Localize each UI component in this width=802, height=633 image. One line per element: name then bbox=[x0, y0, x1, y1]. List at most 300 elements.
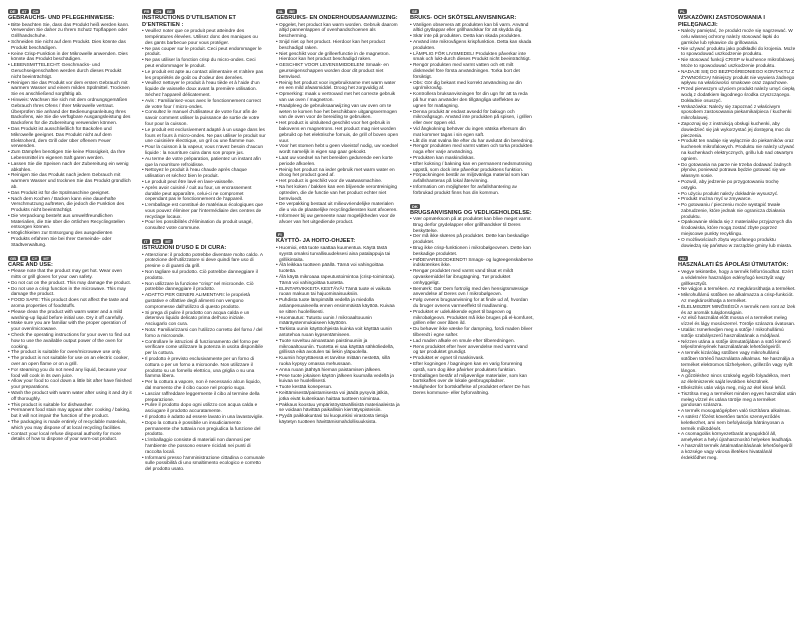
instruction-item bbox=[678, 70, 796, 87]
country-code-badge: FI bbox=[278, 232, 282, 238]
instruction-item bbox=[8, 379, 132, 391]
instruction-text: The product is not suitable for use on an electric cooker, over an open flame or on a grill. bbox=[11, 356, 129, 368]
instruction-text: Förpackningen består av miljövänliga material som kan avfallshanteras på lokal återvinning. bbox=[413, 173, 529, 185]
instruction-text: Het product is geschikt voor de vaatwasmachine. bbox=[279, 179, 383, 185]
instruction-item bbox=[142, 438, 266, 455]
country-codes bbox=[8, 9, 132, 14]
instruction-text: Należy pamiętać, że produkt może się nagrzewać. W celu własnej ochrony należy stosować łapki do garnków lub rękawice do grillowania. bbox=[681, 29, 793, 46]
instruction-text: Vegye tekintetbe, hogy a termék felforrósodhat. Ezért a védelmére használjon edényfogó kesztyűt vagy grillkesztyűt. bbox=[681, 270, 793, 287]
instruction-item bbox=[410, 246, 534, 258]
instruction-item bbox=[276, 156, 400, 168]
instruction-text: Opmerking: maak u vertrouwd met het correcte gebruik van uw oven / magnetron. bbox=[279, 92, 396, 103]
instruction-text: Emballagen består af miljøvenlige materialer, som kan bortskaffes over de lokale genbrugspladser. bbox=[413, 373, 528, 385]
instruction-text: Efter kogningen / bagningen kan en varig forurening opstå, som dog ikke påvirker produktets funktion. bbox=[413, 362, 523, 373]
instruction-item bbox=[678, 415, 796, 432]
instruction-text: Please note that the product may get hot. Wear oven mitts or grill gloves for your own safety. bbox=[11, 269, 123, 281]
instruction-item bbox=[678, 58, 796, 70]
section-title: WSKAZÓWKI ZASTOSOWANIA I PIELĘGNACJI: bbox=[678, 15, 765, 28]
instruction-item bbox=[142, 168, 266, 180]
instruction-item bbox=[276, 316, 400, 328]
instruction-text: Informeer bij uw gemeente naar mogelijkheden voor de afvoer van het uitgediende product. bbox=[279, 213, 396, 225]
instruction-item bbox=[142, 293, 266, 310]
country-code-badge: BE bbox=[167, 9, 173, 14]
instruction-item bbox=[276, 92, 400, 104]
instruction-text: Das Produkt ist für die Spülmaschine geeignet. bbox=[11, 190, 110, 196]
instruction-text: This product is suitable for dishwasher. bbox=[11, 402, 93, 408]
instruction-text: Please clean the product with warm water and a mild washing-up liquid before initial use. Dry it off carefully. bbox=[11, 309, 124, 321]
instruction-item bbox=[142, 380, 266, 392]
instruction-item bbox=[678, 87, 796, 104]
instruction-item bbox=[410, 92, 534, 109]
instruction-text: A gőzöléshez nincs szükség egyéb folyadékra, mert az élelmiszerek saját levükben készülnek. bbox=[681, 374, 791, 386]
instruction-item bbox=[410, 362, 534, 374]
section-2 bbox=[142, 9, 266, 232]
section-8 bbox=[678, 9, 796, 249]
instruction-item bbox=[276, 246, 400, 263]
country-code-badge: IT bbox=[144, 239, 148, 245]
instruction-item bbox=[678, 139, 796, 162]
country-code-badge: CH bbox=[153, 239, 160, 245]
instruction-item bbox=[410, 63, 534, 80]
instruction-text: L’emballage est constitué de matériaux écologiques que vous pouvez éliminer par l’intermédiaire des centres de recyclage locaux. bbox=[145, 203, 264, 220]
instruction-text: Vänligen observera att produkten kan bli varm. Använd alltid grytlappar eller grillhandskar för att skydda dig. bbox=[413, 22, 529, 34]
instruction-text: Mikrohullámú sütőben ne alkalmazza a crisp-funkciót. Az megkárosíthatja a terméket. bbox=[681, 293, 794, 305]
instruction-text: Make sure you are familiar with the proper operation of your oven/microwave. bbox=[11, 321, 127, 333]
instruction-text: Wash the product with warm water after using it and dry it off thoroughly. bbox=[11, 391, 132, 402]
instruction-item bbox=[410, 258, 534, 270]
instruction-item bbox=[276, 104, 400, 121]
instruction-text: Bitte beachten Sie, dass das Produkt heiß werden kann. Verwenden Sie daher zu Ihrem Schutz Topflappen oder Grillhandschuhe. bbox=[11, 22, 130, 40]
instruction-text: The product is suitable for oven/microwave use only. bbox=[11, 350, 122, 356]
instruction-text: Bemærk: Gør Dem fortrolig med den hensigtsmæssige anvendelse af Deres ovn / mikrobølgeovn. bbox=[413, 286, 529, 298]
instruction-text: For steaming you do not need any liquid, because your food will cook in its own juice. bbox=[11, 367, 127, 379]
instruction-item bbox=[8, 321, 132, 333]
instruction-text: Rengör produkten med varmt vatten och ett milt diskmedel före första användningen. Torka bort det försiktigt. bbox=[413, 63, 520, 80]
instruction-text: Keine Crisp-Funktion in der Mikrowelle anwenden. Dies könnte das Produkt beschädigen. bbox=[11, 51, 128, 63]
instruction-text: Huomioi, että tuote saattaa kuumentua. Käytä tästä syystä omaksi turvallisuudeksesi aina patalappuja tai grillikintaita. bbox=[279, 246, 391, 263]
instruction-text: Tisztítsa meg a terméket minden egyes használat után meleg vízzel és utána törölje meg a terméket gondosan szárazra. bbox=[681, 391, 796, 409]
instruction-text: Do not cut on the product. This may damage the product. bbox=[11, 280, 132, 286]
instruction-item bbox=[8, 368, 132, 380]
instruction-text: Raadpleeg de gebruiksaanwijzing van uw oven om te weten te komen hoe het beschikbare uitgangsvermogen van de oven voor de bereiding te gebruiken. bbox=[279, 103, 398, 121]
country-code-badge: BE bbox=[289, 9, 295, 14]
instruction-item bbox=[276, 168, 400, 180]
instruction-text: Az első használat előtt mossa el a terméket meleg vízzel és lágy mosószerrel. Törölje szárazra óvatosan. bbox=[681, 316, 796, 328]
instruction-list bbox=[678, 270, 796, 461]
instruction-item bbox=[8, 432, 132, 444]
instruction-list bbox=[8, 23, 132, 249]
instruction-text: Kontrollera bruksanvisningen för din ugn för att ta reda på hur man använder den tillgängliga uteffekten av ugnen för matlagning. bbox=[413, 92, 528, 109]
instruction-text: Check the operating instructions for your oven to find out how to use the available output power of the oven for cooking. bbox=[11, 333, 131, 350]
instruction-item bbox=[8, 23, 132, 40]
country-code-badge: MT bbox=[165, 239, 172, 245]
section-3 bbox=[142, 239, 266, 473]
instruction-text: LEBENSMITTELECHT: Geschmacks- und Geruchseigenschaften werden durch dieses Produkt nicht beeinträchtigt. bbox=[11, 63, 122, 80]
instruction-item bbox=[142, 203, 266, 220]
instruction-item bbox=[8, 40, 132, 52]
instruction-text: Schneiden Sie nicht auf dem Produkt. Dies könnte das Produkt beschädigen. bbox=[11, 39, 126, 51]
instruction-item bbox=[276, 403, 400, 415]
instruction-text: A használt termék ártalmatlanításának lehetőségeiről a községe vagy városa illetékes hivatalánál érdeklődhet meg. bbox=[681, 443, 793, 461]
instruction-item bbox=[276, 185, 400, 202]
instruction-text: Produktet er udelukkende egnet til bageovn og mikrobølgeovn. Produktet må ikke bruges på el-komfuret, grillen eller over åben ild. bbox=[413, 309, 534, 327]
instruction-text: Lasciar raffreddare leggermente il cibo al termine della preparazione. bbox=[145, 391, 260, 403]
instruction-item bbox=[410, 345, 534, 357]
instruction-item bbox=[142, 253, 266, 270]
section-1 bbox=[8, 256, 132, 444]
country-code-badge: IE bbox=[22, 255, 26, 261]
instruction-item bbox=[678, 29, 796, 46]
instruction-text: Nettoyez le produit à l’eau chaude après chaque utilisation et séchez bien le produit. bbox=[145, 168, 247, 180]
instruction-item bbox=[142, 81, 266, 98]
instruction-text: Keittämisestä/paistamisesta voi jäädä pysyviä jälkiä, jotka eivät kuitenkaan haittaa tuotteen toimintaa. bbox=[279, 391, 389, 402]
country-codes bbox=[276, 9, 400, 14]
instruction-text: Du behøver ikke væske for dampning, fordi maden bliver tilberedt i egne safter. bbox=[413, 327, 533, 339]
instruction-item bbox=[410, 23, 534, 35]
instruction-item bbox=[142, 99, 266, 111]
instruction-text: Kuumin höyryttäessä et tarvitse mitään nestettä, sillä ruoka kypsyy omassa mehussaan. bbox=[279, 356, 390, 368]
country-code-badge: PL bbox=[680, 9, 686, 14]
instruction-list bbox=[410, 217, 534, 397]
instruction-item bbox=[142, 110, 266, 127]
instruction-text: Attenzione: il prodotto potrebbe diventare molto caldo. A protezione dell’utilizzatore si deve quindi fare uso di presine o di guanti da grill. bbox=[145, 252, 263, 270]
instruction-text: Nézzen utána a sütője útmutatójában a sütő kimenő teljesítményének használatának lehetőségeiről. bbox=[681, 339, 791, 351]
instruction-text: Brug ikke crisp-funktionen i mikrobølgeovnen. Dette kan beskadige produktet. bbox=[413, 246, 531, 257]
instruction-text: Använd inte mikrovågens krispfunktion. Detta kan skada produkten. bbox=[413, 39, 532, 51]
instruction-item bbox=[276, 40, 400, 52]
instruction-item bbox=[142, 70, 266, 82]
instruction-text: Pour la cuisson à la vapeur, vous n’avez besoin d’aucun liquide : la nourriture cuira dans son propre jus. bbox=[145, 145, 264, 156]
instruction-list bbox=[142, 253, 266, 473]
instruction-text: Le produit peut être lavé en lave-vaisselle. bbox=[145, 179, 234, 185]
instruction-item bbox=[678, 163, 796, 180]
instruction-item bbox=[410, 374, 534, 386]
instruction-item bbox=[410, 144, 534, 156]
instruction-item bbox=[8, 214, 132, 231]
instruction-item bbox=[8, 298, 132, 310]
instruction-list bbox=[142, 29, 266, 232]
country-code-badge: FR bbox=[144, 9, 150, 14]
instruction-item bbox=[276, 287, 400, 299]
instruction-text: GESCHIKT VOOR LEVENSMIDDELEN! Smaak- en geurseigenschappen worden door dit product niet beïnvloed. bbox=[279, 63, 389, 80]
instruction-item bbox=[276, 63, 400, 80]
instruction-text: ELINTARVIKKEITA KESTÄVÄ! Tämä tuote ei vaikuta ruoan makuun tai hajuominaisuuksiin. bbox=[279, 286, 391, 298]
instruction-item bbox=[8, 81, 132, 98]
instruction-text: Permanent food stain may appear after cooking / baking, but it will not impair the function of the product. bbox=[11, 408, 131, 420]
instruction-item bbox=[142, 328, 266, 340]
instruction-text: Ne pas couper sur le produit. Ceci peut endommager le produit. bbox=[145, 46, 262, 58]
section-7 bbox=[410, 204, 534, 397]
instruction-item bbox=[142, 456, 266, 473]
instruction-item bbox=[678, 203, 796, 220]
country-code-badge: CH bbox=[32, 9, 39, 14]
instruction-text: Möglichkeiten zur Entsorgung des ausgedienten Produkts erfahren Sie bei Ihrer Gemeinde- oder Stadtverwaltung. bbox=[11, 231, 113, 248]
instruction-text: Veuillez nettoyer le produit à l’eau tiède et à l’aide d’un liquide de vaisselle doux avant la première utilisation. Séchez l’appareil délicatement. bbox=[145, 81, 260, 98]
instruction-text: Produkt ten nadaje się wyłącznie do piekarników oraz kuchenek mikrofalowych. Produktu nie należy używać na kuchenkach elektrycznych, grillu lub nad otwartym ogniem. bbox=[681, 139, 795, 162]
instruction-text: Przed pierwszym użyciem produkt należy umyć ciepłą wodą z dodatkiem łagodnego środka czyszczącego. Dokładnie osuszyć. bbox=[681, 87, 795, 104]
country-code-badge: SE bbox=[412, 9, 418, 14]
instruction-item bbox=[678, 105, 796, 122]
country-code-badge: DK bbox=[412, 203, 418, 209]
country-code-badge: CH bbox=[155, 9, 162, 14]
instruction-item bbox=[678, 47, 796, 59]
instruction-item bbox=[8, 63, 132, 80]
instruction-text: Ne vágjon a terméken. Az megkárosíthatja a terméket. bbox=[681, 287, 796, 293]
instruction-text: Allow your food to cool down a little bit after have finished your preparations. bbox=[11, 379, 132, 391]
country-codes bbox=[410, 9, 534, 14]
instruction-text: Het product is uitsluitend geschikt voor het gebruik in bakovens en magnetrons. Het product mag niet worden gebruikt op het elektrische fornuis, de grill of boven open vuur. bbox=[279, 121, 399, 144]
section-title: GEBRAUCHS- UND PFLEGEHINWEISE: bbox=[8, 15, 115, 21]
instruction-list bbox=[276, 246, 400, 426]
instruction-item bbox=[678, 316, 796, 328]
instruction-text: Lad maden afkøle en smule efter tilberedningen. bbox=[413, 338, 515, 344]
column-1 bbox=[8, 9, 132, 450]
instruction-text: Pulire il prodotto dopo ogni utilizzo con acqua calda e asciugare il prodotto accuratamente. bbox=[145, 403, 258, 415]
instruction-item bbox=[142, 157, 266, 169]
instruction-item bbox=[410, 287, 534, 299]
instruction-text: ÉLELMISZER MINŐSÉGŰ! A termék nem ront az ízek és az aromák tulajdonságain. bbox=[681, 304, 796, 316]
instruction-sheet bbox=[8, 9, 796, 629]
instruction-item bbox=[8, 173, 132, 190]
instruction-item bbox=[276, 214, 400, 226]
instruction-text: Non utilizzare la funzione “crisp” nel microonde. Ciò potrebbe danneggiare il prodotto. bbox=[145, 281, 254, 293]
instruction-text: A sütést / főzést követően tartós szennyeződés keletkezhet, ami nem befolyásolja hátrányosan a termék működését. bbox=[681, 414, 784, 432]
instruction-text: A termék mosogatógépben való tisztításra alkalmas. bbox=[681, 409, 791, 415]
instruction-item bbox=[276, 414, 400, 426]
section-0 bbox=[8, 9, 132, 249]
instruction-text: Pakkaus koostuu ympäristöystävällisistä materiaaleista ja se voidaan hävittää paikallisiin kierrätyspisteisiin. bbox=[279, 402, 400, 414]
country-code-badge: GB bbox=[10, 255, 16, 261]
instruction-item bbox=[8, 98, 132, 127]
section-title: INSTRUCTIONS D’UTILISATION ET D’ENTRETIEN : bbox=[142, 15, 236, 28]
instruction-text: Do not use a crisp function in the microwave. This may damage the product. bbox=[11, 286, 127, 298]
instruction-item bbox=[142, 311, 266, 328]
instruction-item bbox=[410, 234, 534, 246]
instruction-text: Au terme de votre préparation, patientez un instant afin que la nourriture refroidisse. bbox=[145, 156, 261, 168]
instruction-item bbox=[410, 310, 534, 327]
instruction-item bbox=[8, 150, 132, 162]
instruction-text: Tuote kestää konepesun. bbox=[279, 385, 333, 391]
instruction-item bbox=[410, 173, 534, 185]
country-codes bbox=[410, 204, 534, 209]
instruction-item bbox=[142, 421, 266, 438]
instruction-item bbox=[8, 408, 132, 420]
section-5 bbox=[276, 232, 400, 425]
instruction-item bbox=[142, 270, 266, 282]
column-3 bbox=[276, 9, 400, 433]
instruction-text: FOOD SAFE: This product does not affect the taste and aroma properties of foodstuffs. bbox=[11, 298, 129, 310]
instruction-item bbox=[8, 310, 132, 322]
column-2 bbox=[142, 9, 266, 480]
instruction-text: Veuillez noter que ce produit peut atteindre des températures élevées. Utilisez donc des maniques ou des gants barbecue pour vous protéger. bbox=[145, 29, 258, 46]
instruction-item bbox=[678, 122, 796, 139]
instruction-text: LÄMPLIG FÖR LIVSMEDEL! Produkten påverkar inte smak och lukt-durch dieses Produkt nicht beeinträchtigt. bbox=[413, 51, 531, 63]
section-title: CARE AND USE: bbox=[8, 261, 53, 268]
instruction-item bbox=[276, 298, 400, 315]
instruction-text: Huomautus: Tutustu uunin / mikroaaltouunin määräystenmukaiseen käyttöön. bbox=[279, 315, 372, 327]
instruction-text: Anna ruoan jäähtyä hieman paistamisen jälkeen. bbox=[279, 367, 382, 373]
instruction-text: Vid ångkokning behöver du ingen vätska eftersom din mat kommer tagas i sin egen saft. bbox=[413, 126, 526, 138]
instruction-list bbox=[410, 23, 534, 197]
instruction-text: Snijd niet op het product. Hierdoor kan het product beschadigd raken. bbox=[279, 39, 386, 51]
instruction-text: Do gotowania na parze nie trzeba dodawać żadnych płynów, ponieważ potrawa będzie gotować się we własnym sosie. bbox=[681, 162, 792, 180]
section-title: BRUGSANVISNING OG VEDLIGEHOLDELSE: bbox=[410, 209, 532, 216]
instruction-text: Opakowanie składa się z materiałów przyjaznych dla środowiska, które mogą zostać zbyte poprzez miejscowe punkty recyklingu. bbox=[681, 220, 792, 238]
section-title: ISTRUZIONI D’USO E DI CURA: bbox=[142, 245, 227, 252]
instruction-text: Pour les possibilités d’élimination du produit usagé, consultez votre commune. bbox=[145, 220, 253, 232]
instruction-item bbox=[410, 269, 534, 286]
instruction-item bbox=[8, 127, 132, 150]
instruction-item bbox=[142, 128, 266, 145]
instruction-text: Niet geschikt voor de grilleerfunctie in de magnetron. Hierdoor kan het product beschadigd raken. bbox=[279, 51, 390, 63]
instruction-text: Ne pas utiliser la fonction crisp du micro-ondes. Ceci peut endommager le produit. bbox=[145, 58, 256, 69]
instruction-item bbox=[678, 305, 796, 317]
instruction-text: Die Verpackung besteht aus umweltfreundlichen Materialien, die Sie über die örtlichen Recyclingstellen entsorgen können. bbox=[11, 213, 125, 231]
instruction-item bbox=[276, 263, 400, 275]
instruction-item bbox=[276, 144, 400, 156]
instruction-text: Information om möjligheter för avfallshantering av förbrukad produkt finns hos din kommun. bbox=[413, 184, 518, 196]
instruction-item bbox=[678, 340, 796, 352]
instruction-text: Avis : Familiarisez-vous avec le fonctionnement correct de votre four / micro-ondes. bbox=[145, 98, 261, 110]
instruction-item bbox=[8, 420, 132, 432]
instruction-item bbox=[678, 432, 796, 444]
instruction-text: Opgelet, het product kan warm worden. Gebruik daarom altijd pannenlappen of ovenhandschoenen als bescherming. bbox=[279, 22, 398, 40]
section-title: GEBRUIKS- EN ONDERHOUDSAANWIJZING: bbox=[276, 15, 398, 21]
instruction-text: Das Produkt ist ausschließlich für Backofen und Mikrowelle geeignet. Das Produkt nicht auf dem Elektroherd, dem Grill oder über offenem Feuer verwenden. bbox=[11, 126, 112, 150]
instruction-item bbox=[276, 391, 400, 403]
instruction-text: Zum Dämpfen benötigen Sie keine Flüssigkeit, da Ihre Lebensmittel im eigenen Saft garen werden. bbox=[11, 150, 126, 161]
instruction-text: NADAJE SIĘ DO BEZPOŚREDNIEGO KONTAKTU Z ŻYWNOŚCIĄ! Niniejszy produkt nie wywiera żadnego wpływu na właściwości smakowe oraz zapachowe. bbox=[681, 69, 795, 87]
instruction-text: Lassen Sie die Speisen nach der Zubereitung ein wenig abkühlen. bbox=[11, 161, 129, 173]
instruction-text: Nie używać produktu jako podkładki do krojenia. Może to spowodować uszkodzenie produktu. bbox=[681, 46, 796, 58]
instruction-text: Låt din mat svalna lite efter du har avslutat din beredning. bbox=[413, 138, 534, 144]
instruction-list bbox=[8, 269, 132, 443]
country-code-badge: MT bbox=[43, 255, 50, 261]
instruction-text: Puhdista tuote lämpimällä vedellä ja miedolla astianpesuaineella ennen ensimmäistä käyttöä. Kuivaa se sitten huolellisesti. bbox=[279, 298, 395, 315]
section-title: HASZNÁLATI ÉS ÁPOLÁSI ÚTMUTATÓK: bbox=[678, 262, 789, 269]
instruction-text: Tuote soveltuu ainoastaan paistinuuniin ja mikroaaltouuniin. Tuotetta ei saa käyttää sähköliedellä, grillissä eikä avotulen tai liekin yläpuolella. bbox=[279, 338, 395, 356]
instruction-text: Rengør produktet med varmt vand tilsat et mildt opvaskemiddel før ibrugtagning. Tør produktet omhyggeligt. bbox=[413, 269, 514, 286]
instruction-text: Wskazówka: Należy się zapoznać z właściwym sposobem zastosowania piekarnika/pieca / kuchenki mikrofalowej. bbox=[681, 104, 792, 122]
country-code-badge: HU bbox=[680, 256, 686, 262]
section-4 bbox=[276, 9, 400, 225]
instruction-text: Rens produktet efter hver anvendelse med varmt vand og tør produktet grundigt. bbox=[413, 344, 528, 356]
instruction-text: Produkten kan maskindiskas. bbox=[413, 155, 475, 161]
instruction-text: Le produit est exclusivement adapté à un usage dans les fours et fours à micro-ondes. Ne pas utiliser le produit sur une cuisinière électrique, un gril ou une flamme nue. bbox=[145, 127, 266, 145]
instruction-text: Pozwól, aby jedzenie po przygotowaniu trochę ostygło. bbox=[681, 179, 779, 191]
instruction-list bbox=[276, 23, 400, 226]
instruction-item bbox=[276, 23, 400, 40]
instruction-item bbox=[678, 180, 796, 192]
instruction-item bbox=[410, 327, 534, 339]
instruction-item bbox=[410, 217, 534, 234]
instruction-text: De verpakking bestaat uit milieuvriendelijke materialen die u via de plaatselijke recyclingdiensten kunt afvoeren. bbox=[279, 202, 398, 214]
country-codes bbox=[142, 9, 266, 14]
instruction-item bbox=[410, 162, 534, 174]
instruction-text: Muligheder for bortskaffelse af produktet erfarer De hos Deres kommune- eller byforvaltning. bbox=[413, 385, 530, 396]
country-codes bbox=[276, 232, 400, 237]
section-title: KÄYTTÖ- JA HOITO-OHJEET: bbox=[276, 238, 356, 245]
instruction-text: Informarsi presso l’amministrazione cittadina o comunale sulle possibilità di uno smaltimento ecologico e corretto del prodotto usato. bbox=[145, 455, 265, 473]
instruction-item bbox=[410, 127, 534, 139]
instruction-item bbox=[678, 351, 796, 374]
instruction-text: A termék kizárólag sütőben vagy mikrohullámú sütőben történő használatra alkalmas. Ne használja a terméket elektromos tűzhelyeken, grillezőn vagy nyílt lángon. bbox=[681, 351, 795, 374]
instruction-text: Følg ovnens brugsanvisning for at finde ud af, hvordan du bruger ovnens varmeeffekt til madlavning. bbox=[413, 298, 528, 310]
instruction-item bbox=[276, 52, 400, 64]
instruction-text: Reinig het product na ieder gebruik met warm water en droog het product goed af. bbox=[279, 167, 395, 179]
instruction-item bbox=[410, 185, 534, 197]
column-6 bbox=[678, 9, 796, 468]
instruction-item bbox=[276, 121, 400, 144]
instruction-item bbox=[276, 81, 400, 93]
instruction-item bbox=[678, 328, 796, 340]
instruction-text: Po użyciu produkt należy dokładnie wysuszyć. bbox=[681, 191, 779, 197]
instruction-item bbox=[678, 270, 796, 287]
country-codes bbox=[8, 256, 132, 261]
section-6 bbox=[410, 9, 534, 197]
instruction-item bbox=[276, 374, 400, 386]
instruction-item bbox=[142, 403, 266, 415]
instruction-text: Nie stosować funkcji CRISP w kuchence mikrofalowej. Może to spowodować uszkodzenie produktu. bbox=[681, 58, 796, 69]
instruction-item bbox=[678, 374, 796, 386]
instruction-item bbox=[142, 357, 266, 380]
instruction-item bbox=[8, 52, 132, 64]
instruction-item bbox=[142, 186, 266, 203]
instruction-text: Obs: Gör dig bekant med korrekt användning av din ugn/mikrovåg. bbox=[413, 80, 522, 92]
instruction-text: Hinweis: Wachsen Sie sich mit dem ordnungsgemäßen Gebrauch Ihres Ofens / Ihrer Mikrowelle vertraut. Überprüfen Sie anhand der Bedienungsanleitung Ihres Backofens, wie Sie die verfügbare Ausgangsleistung des Backofens für die Zubereitung verwenden können. bbox=[11, 97, 131, 127]
instruction-text: A csomagolás környezetbarát anyagokból áll, amelyeket a helyi újrahasznosító helyeken leadhatja. bbox=[681, 432, 793, 444]
country-codes bbox=[678, 9, 796, 14]
instruction-item bbox=[142, 145, 266, 157]
instruction-text: Il prodotto è adatto ad essere lavato in una lavastoviglie. bbox=[145, 414, 264, 420]
instruction-text: Il prodotto è previsto esclusivamente per un forno di cottura o per un forno a microonde. Non utilizzare il prodotto su un fornello elettrico, una griglia o su una fiamma libera. bbox=[145, 357, 255, 380]
instruction-item bbox=[8, 162, 132, 174]
instruction-text: Laat uw voedsel na het bereiden gedurende een korte periode afkoelen. bbox=[279, 155, 393, 167]
instruction-item bbox=[276, 327, 400, 339]
instruction-item bbox=[276, 275, 400, 287]
instruction-item bbox=[142, 58, 266, 70]
instruction-text: Zapoznaj się z instrukcją obsługi kuchenki, aby dowiedzieć się jak wykorzystać jej dostępną moc do pieczenia. bbox=[681, 121, 791, 139]
instruction-text: L’imballaggio consiste di materiali non dannosi per l’ambiente che possono essere riciclati nei punti di raccolta locali. bbox=[145, 438, 251, 455]
instruction-text: Älä käytä mikroaaa rapeutustoimintoa (crisp-toimintoa). Tämä voi vahingoittaa tuotetta. bbox=[279, 275, 396, 286]
instruction-item bbox=[410, 52, 534, 64]
section-title: BRUKS- OCH SKÖTSELANVISNINGAR: bbox=[410, 15, 517, 21]
instruction-item bbox=[142, 47, 266, 59]
section-9 bbox=[678, 256, 796, 461]
instruction-text: Produktet er egnet til maskinvask. bbox=[413, 356, 485, 362]
instruction-text: Produkt można myć w zmywarce. bbox=[681, 197, 752, 203]
instruction-text: O możliwościach zbytu wycofanego produktu dowiedzą się państwo w zarządzie gminy lub miasta. bbox=[681, 237, 793, 249]
instruction-text: Per la cottura a vapore, non è necessario alcun liquido, dal momento che il cibo cuoce nel proprio sugo. bbox=[145, 380, 261, 391]
instruction-item bbox=[678, 444, 796, 461]
instruction-text: Le produit est apte au contact alimentaire et n’altère pas les propriétés de goût ou d’odeur des denrées. bbox=[145, 69, 264, 81]
instruction-text: FØDEVAREGODKENDT! Smags- og lugteegenskaberne indskrænkes ikke. bbox=[413, 257, 534, 269]
instruction-item bbox=[276, 339, 400, 356]
instruction-item bbox=[678, 220, 796, 237]
country-code-badge: CY bbox=[31, 255, 38, 261]
instruction-item bbox=[678, 392, 796, 409]
instruction-text: Älä leikkaa tuotteen päällä. Tämä voi vahingoittaa tuotetta. bbox=[279, 263, 384, 275]
instruction-text: ADATTO PER GENERI ALIMENTARI: le proprietà gustative e olfattive degli alimenti non vengono compromesse dall’utilizzo di questo prodotto. bbox=[145, 293, 251, 310]
instruction-item bbox=[678, 293, 796, 305]
column-4 bbox=[410, 9, 534, 404]
instruction-item bbox=[410, 40, 534, 52]
instruction-text: Controllare le istruzioni di funzionamento del forno per verificare come utilizzare la potenza in uscita disponibile per la cottura. bbox=[145, 339, 264, 357]
instruction-text: Elkészítés után várja meg, míg az étel kissé lehűl. bbox=[681, 386, 787, 391]
instruction-text: Reinigen Sie das Produkt nach jedem Gebrauch mit warmem Wasser und trocknen Sie das Produkt gründlich ab. bbox=[11, 173, 131, 190]
instruction-text: Consultez le manuel d’utilisateur de votre four afin de savoir comment utiliser la puissance de sortie de votre four pour la cuisson. bbox=[145, 110, 260, 127]
instruction-text: Nota: Familiarizzarsi con l’utilizzo corretto del forno / del forno a microonde. bbox=[145, 328, 263, 339]
